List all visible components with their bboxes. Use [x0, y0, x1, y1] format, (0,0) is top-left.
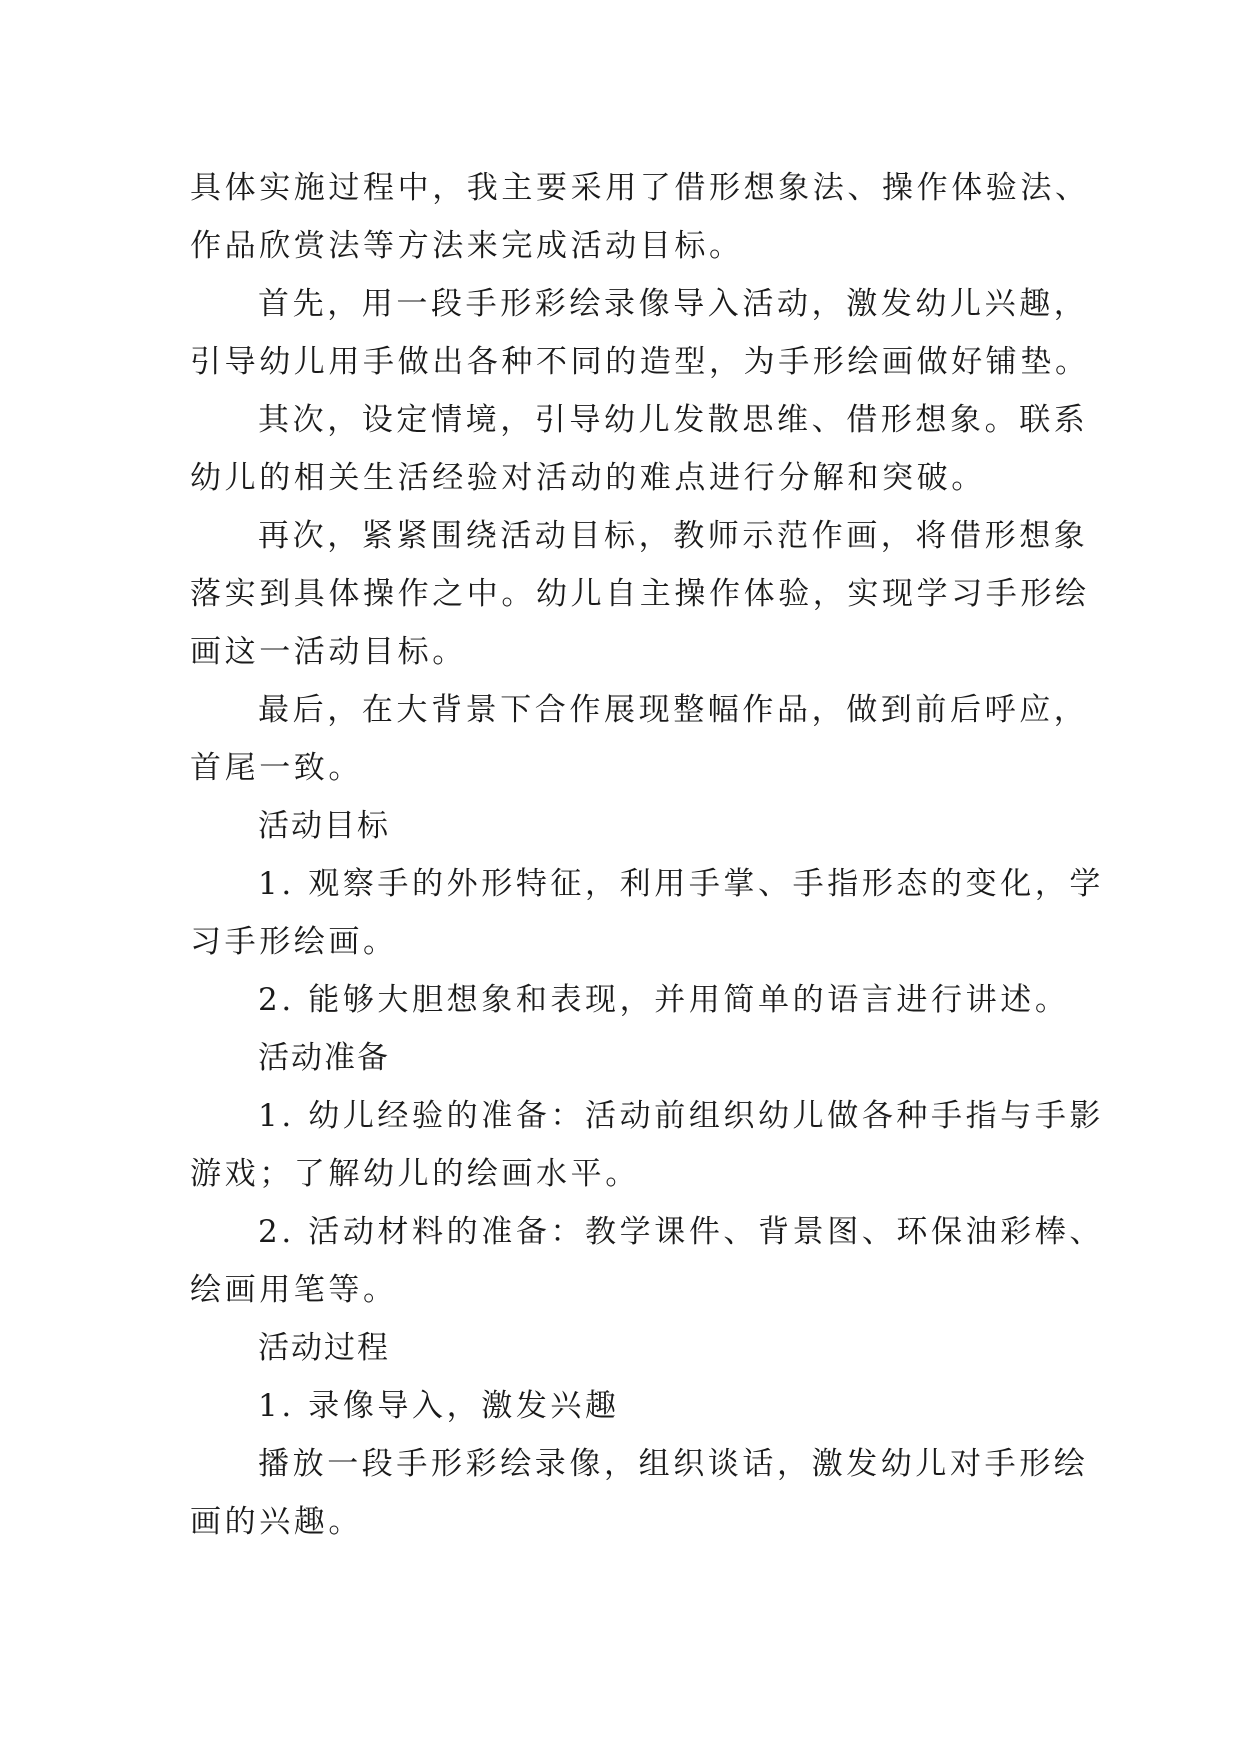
text-line-content: 1. 幼儿经验的准备：活动前组织幼儿做各种手指与手影	[258, 1098, 1105, 1134]
text-line-content: 画的兴趣。	[190, 1504, 363, 1540]
section-heading-text: 活动准备	[258, 1040, 390, 1076]
section-heading-text: 活动过程	[258, 1330, 390, 1366]
text-line-content: 落实到具体操作之中。幼儿自主操作体验，实现学习手形绘	[190, 576, 1090, 612]
text-line	[190, 168, 1241, 208]
text-line	[190, 226, 1241, 266]
text-line	[190, 458, 1241, 498]
text-line-content: 引导幼儿用手做出各种不同的造型，为手形绘画做好铺垫。	[190, 344, 1090, 380]
text-line-content: 首先，用一段手形彩绘录像导入活动，激发幼儿兴趣，	[258, 286, 1089, 322]
text-line	[190, 1270, 1241, 1310]
text-line-content: 绘画用笔等。	[190, 1272, 398, 1308]
text-line	[258, 516, 1241, 556]
text-line-content: 2. 能够大胆想象和表现，并用简单的语言进行讲述。	[258, 982, 1070, 1018]
text-line-content: 游戏；了解幼儿的绘画水平。	[190, 1156, 640, 1192]
text-line-content: 幼儿的相关生活经验对活动的难点进行分解和突破。	[190, 460, 986, 496]
text-line	[190, 922, 1241, 962]
text-line	[258, 980, 1241, 1020]
text-line	[258, 1096, 1241, 1136]
text-line-content: 再次，紧紧围绕活动目标，教师示范作画，将借形想象	[258, 518, 1089, 554]
text-line	[258, 284, 1241, 324]
text-line	[190, 574, 1241, 614]
section-heading	[258, 806, 1241, 846]
text-line-content: 具体实施过程中，我主要采用了借形想象法、操作体验法、	[190, 170, 1090, 206]
text-line	[258, 1444, 1241, 1484]
text-line	[190, 632, 1241, 672]
text-line	[190, 748, 1241, 788]
text-line	[258, 400, 1241, 440]
section-heading	[258, 1038, 1241, 1078]
section-heading	[258, 1328, 1241, 1368]
text-line	[190, 342, 1241, 382]
text-line-content: 1. 观察手的外形特征，利用手掌、手指形态的变化，学	[258, 866, 1105, 902]
text-line	[258, 864, 1241, 904]
text-line-content: 播放一段手形彩绘录像，组织谈话，激发幼儿对手形绘	[258, 1446, 1089, 1482]
text-line-content: 作品欣赏法等方法来完成活动目标。	[190, 228, 744, 264]
text-line-content: 2. 活动材料的准备：教学课件、背景图、环保油彩棒、	[258, 1214, 1105, 1250]
text-line-content: 最后，在大背景下合作展现整幅作品，做到前后呼应，	[258, 692, 1089, 728]
text-line-content: 其次，设定情境，引导幼儿发散思维、借形想象。联系	[258, 402, 1089, 438]
section-heading-text: 活动目标	[258, 808, 390, 844]
text-line	[190, 1154, 1241, 1194]
text-line	[258, 1212, 1241, 1252]
text-line-content: 画这一活动目标。	[190, 634, 467, 670]
text-line-content: 习手形绘画。	[190, 924, 398, 960]
text-line	[258, 1386, 1241, 1426]
text-line-content: 1. 录像导入，激发兴趣	[258, 1388, 620, 1424]
text-line-content: 首尾一致。	[190, 750, 363, 786]
text-line	[258, 690, 1241, 730]
text-line	[190, 1502, 1241, 1542]
